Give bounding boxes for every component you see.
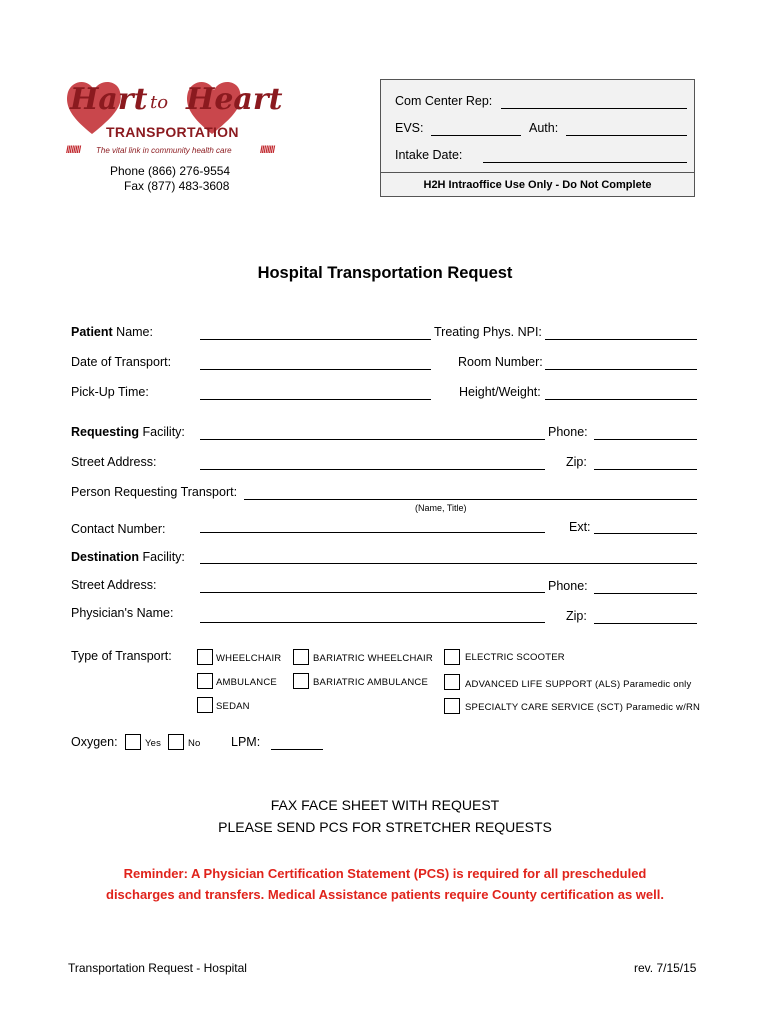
intake-date-label: Intake Date: bbox=[395, 148, 463, 162]
bariatric-ambulance-checkbox[interactable] bbox=[293, 673, 309, 689]
lpm-field[interactable] bbox=[271, 749, 323, 750]
requesting-bold: Requesting bbox=[71, 425, 140, 439]
electric-scooter-checkbox[interactable] bbox=[444, 649, 460, 665]
destination-bold: Destination bbox=[71, 550, 140, 564]
footer-revision: rev. 7/15/15 bbox=[634, 961, 697, 975]
ext-label: Ext: bbox=[569, 520, 591, 534]
logo-word-hart: Hart bbox=[70, 82, 148, 117]
destination-zip-label: Zip: bbox=[566, 609, 587, 623]
name-title-hint: (Name, Title) bbox=[415, 503, 467, 513]
person-requesting-field[interactable] bbox=[244, 499, 697, 500]
sedan-checkbox[interactable] bbox=[197, 697, 213, 713]
person-requesting-label: Person Requesting Transport: bbox=[71, 485, 238, 499]
date-of-transport-field[interactable] bbox=[200, 369, 431, 370]
evs-label: EVS: bbox=[395, 121, 424, 135]
patient-rest: Name: bbox=[112, 325, 153, 339]
requesting-zip-field[interactable] bbox=[594, 469, 697, 470]
treating-npi-label: Treating Phys. NPI: bbox=[434, 325, 542, 339]
contact-number-label: Contact Number: bbox=[71, 522, 166, 536]
requesting-phone-field[interactable] bbox=[594, 439, 697, 440]
date-of-transport-label: Date of Transport: bbox=[71, 355, 172, 369]
oxygen-yes-option: Yes bbox=[145, 738, 162, 749]
logo-company: TRANSPORTATION bbox=[106, 124, 239, 140]
physicians-name-field[interactable] bbox=[200, 622, 545, 623]
requesting-rest: Facility: bbox=[139, 425, 185, 439]
page-title: Hospital Transportation Request bbox=[257, 264, 513, 282]
company-phone: Phone (866) 276-9554 bbox=[110, 164, 231, 178]
room-number-label: Room Number: bbox=[458, 355, 543, 369]
ambulance-checkbox[interactable] bbox=[197, 673, 213, 689]
requesting-facility-field[interactable] bbox=[200, 439, 545, 440]
office-use-box bbox=[380, 79, 695, 197]
als-option: ADVANCED LIFE SUPPORT (ALS) Paramedic only bbox=[465, 679, 692, 690]
intake-date-field[interactable] bbox=[483, 162, 687, 163]
pcs-reminder-line1: Reminder: A Physician Certification Statement (PCS) is required for all prescheduled bbox=[123, 866, 647, 881]
pcs-stretcher-notice: PLEASE SEND PCS FOR STRETCHER REQUESTS bbox=[218, 819, 552, 835]
sedan-option: SEDAN bbox=[216, 701, 250, 712]
logo-tagline: The vital link in community health care bbox=[96, 146, 232, 155]
footer-form-name: Transportation Request - Hospital bbox=[68, 961, 247, 975]
oxygen-label: Oxygen: bbox=[71, 735, 118, 749]
requesting-street-field[interactable] bbox=[200, 469, 545, 470]
contact-number-field[interactable] bbox=[200, 532, 545, 533]
destination-phone-field[interactable] bbox=[594, 593, 697, 594]
logo-word-heart: Heart bbox=[186, 82, 283, 117]
com-center-rep-label: Com Center Rep: bbox=[395, 94, 493, 108]
height-weight-field[interactable] bbox=[545, 399, 697, 400]
patient-name-label bbox=[71, 325, 153, 339]
oxygen-yes-checkbox[interactable] bbox=[125, 734, 141, 750]
patient-bold: Patient bbox=[71, 325, 113, 339]
destination-facility-field[interactable] bbox=[200, 563, 697, 564]
destination-street-label: Street Address: bbox=[71, 578, 157, 592]
room-number-field[interactable] bbox=[545, 369, 697, 370]
als-checkbox[interactable] bbox=[444, 674, 460, 690]
destination-zip-field[interactable] bbox=[594, 623, 697, 624]
pickup-time-label: Pick-Up Time: bbox=[71, 385, 149, 399]
logo-tagline-row bbox=[66, 146, 296, 158]
oxygen-no-option: No bbox=[188, 738, 201, 749]
sct-checkbox[interactable] bbox=[444, 698, 460, 714]
lpm-label: LPM: bbox=[231, 735, 261, 749]
treating-npi-field[interactable] bbox=[545, 339, 697, 340]
evs-field[interactable] bbox=[431, 135, 521, 136]
office-use-notice: H2H Intraoffice Use Only - Do Not Complete bbox=[423, 179, 652, 191]
auth-field[interactable] bbox=[566, 135, 687, 136]
bariatric-ambulance-option: BARIATRIC AMBULANCE bbox=[313, 677, 429, 688]
bariatric-wheelchair-checkbox[interactable] bbox=[293, 649, 309, 665]
ambulance-option: AMBULANCE bbox=[216, 677, 277, 688]
slash-decoration-icon: //////// bbox=[260, 145, 275, 156]
sct-option: SPECIALTY CARE SERVICE (SCT) Paramedic w/RN bbox=[465, 702, 701, 713]
destination-facility-label bbox=[71, 550, 185, 564]
oxygen-no-checkbox[interactable] bbox=[168, 734, 184, 750]
logo-word-to: to bbox=[150, 92, 169, 113]
destination-phone-label: Phone: bbox=[548, 579, 588, 593]
requesting-zip-label: Zip: bbox=[566, 455, 587, 469]
electric-scooter-option: ELECTRIC SCOOTER bbox=[465, 652, 565, 663]
type-of-transport-label: Type of Transport: bbox=[71, 649, 172, 663]
office-box-divider bbox=[381, 172, 694, 173]
auth-label: Auth: bbox=[529, 121, 559, 135]
bariatric-wheelchair-option: BARIATRIC WHEELCHAIR bbox=[313, 653, 433, 664]
requesting-street-label: Street Address: bbox=[71, 455, 157, 469]
destination-street-field[interactable] bbox=[200, 592, 545, 593]
requesting-phone-label: Phone: bbox=[548, 425, 588, 439]
destination-rest: Facility: bbox=[139, 550, 185, 564]
physicians-name-label: Physician's Name: bbox=[71, 606, 174, 620]
slash-decoration-icon: //////// bbox=[66, 145, 81, 156]
com-center-rep-field[interactable] bbox=[501, 108, 687, 109]
logo bbox=[64, 78, 294, 166]
pickup-time-field[interactable] bbox=[200, 399, 431, 400]
company-fax: Fax (877) 483-3608 bbox=[124, 179, 230, 193]
wheelchair-option: WHEELCHAIR bbox=[216, 653, 282, 664]
wheelchair-checkbox[interactable] bbox=[197, 649, 213, 665]
height-weight-label: Height/Weight: bbox=[459, 385, 541, 399]
fax-face-sheet-notice: FAX FACE SHEET WITH REQUEST bbox=[270, 797, 500, 813]
ext-field[interactable] bbox=[594, 533, 697, 534]
requesting-facility-label bbox=[71, 425, 185, 439]
pcs-reminder-line2: discharges and transfers. Medical Assistance patients require County certification as well. bbox=[106, 887, 664, 902]
patient-name-field[interactable] bbox=[200, 339, 431, 340]
